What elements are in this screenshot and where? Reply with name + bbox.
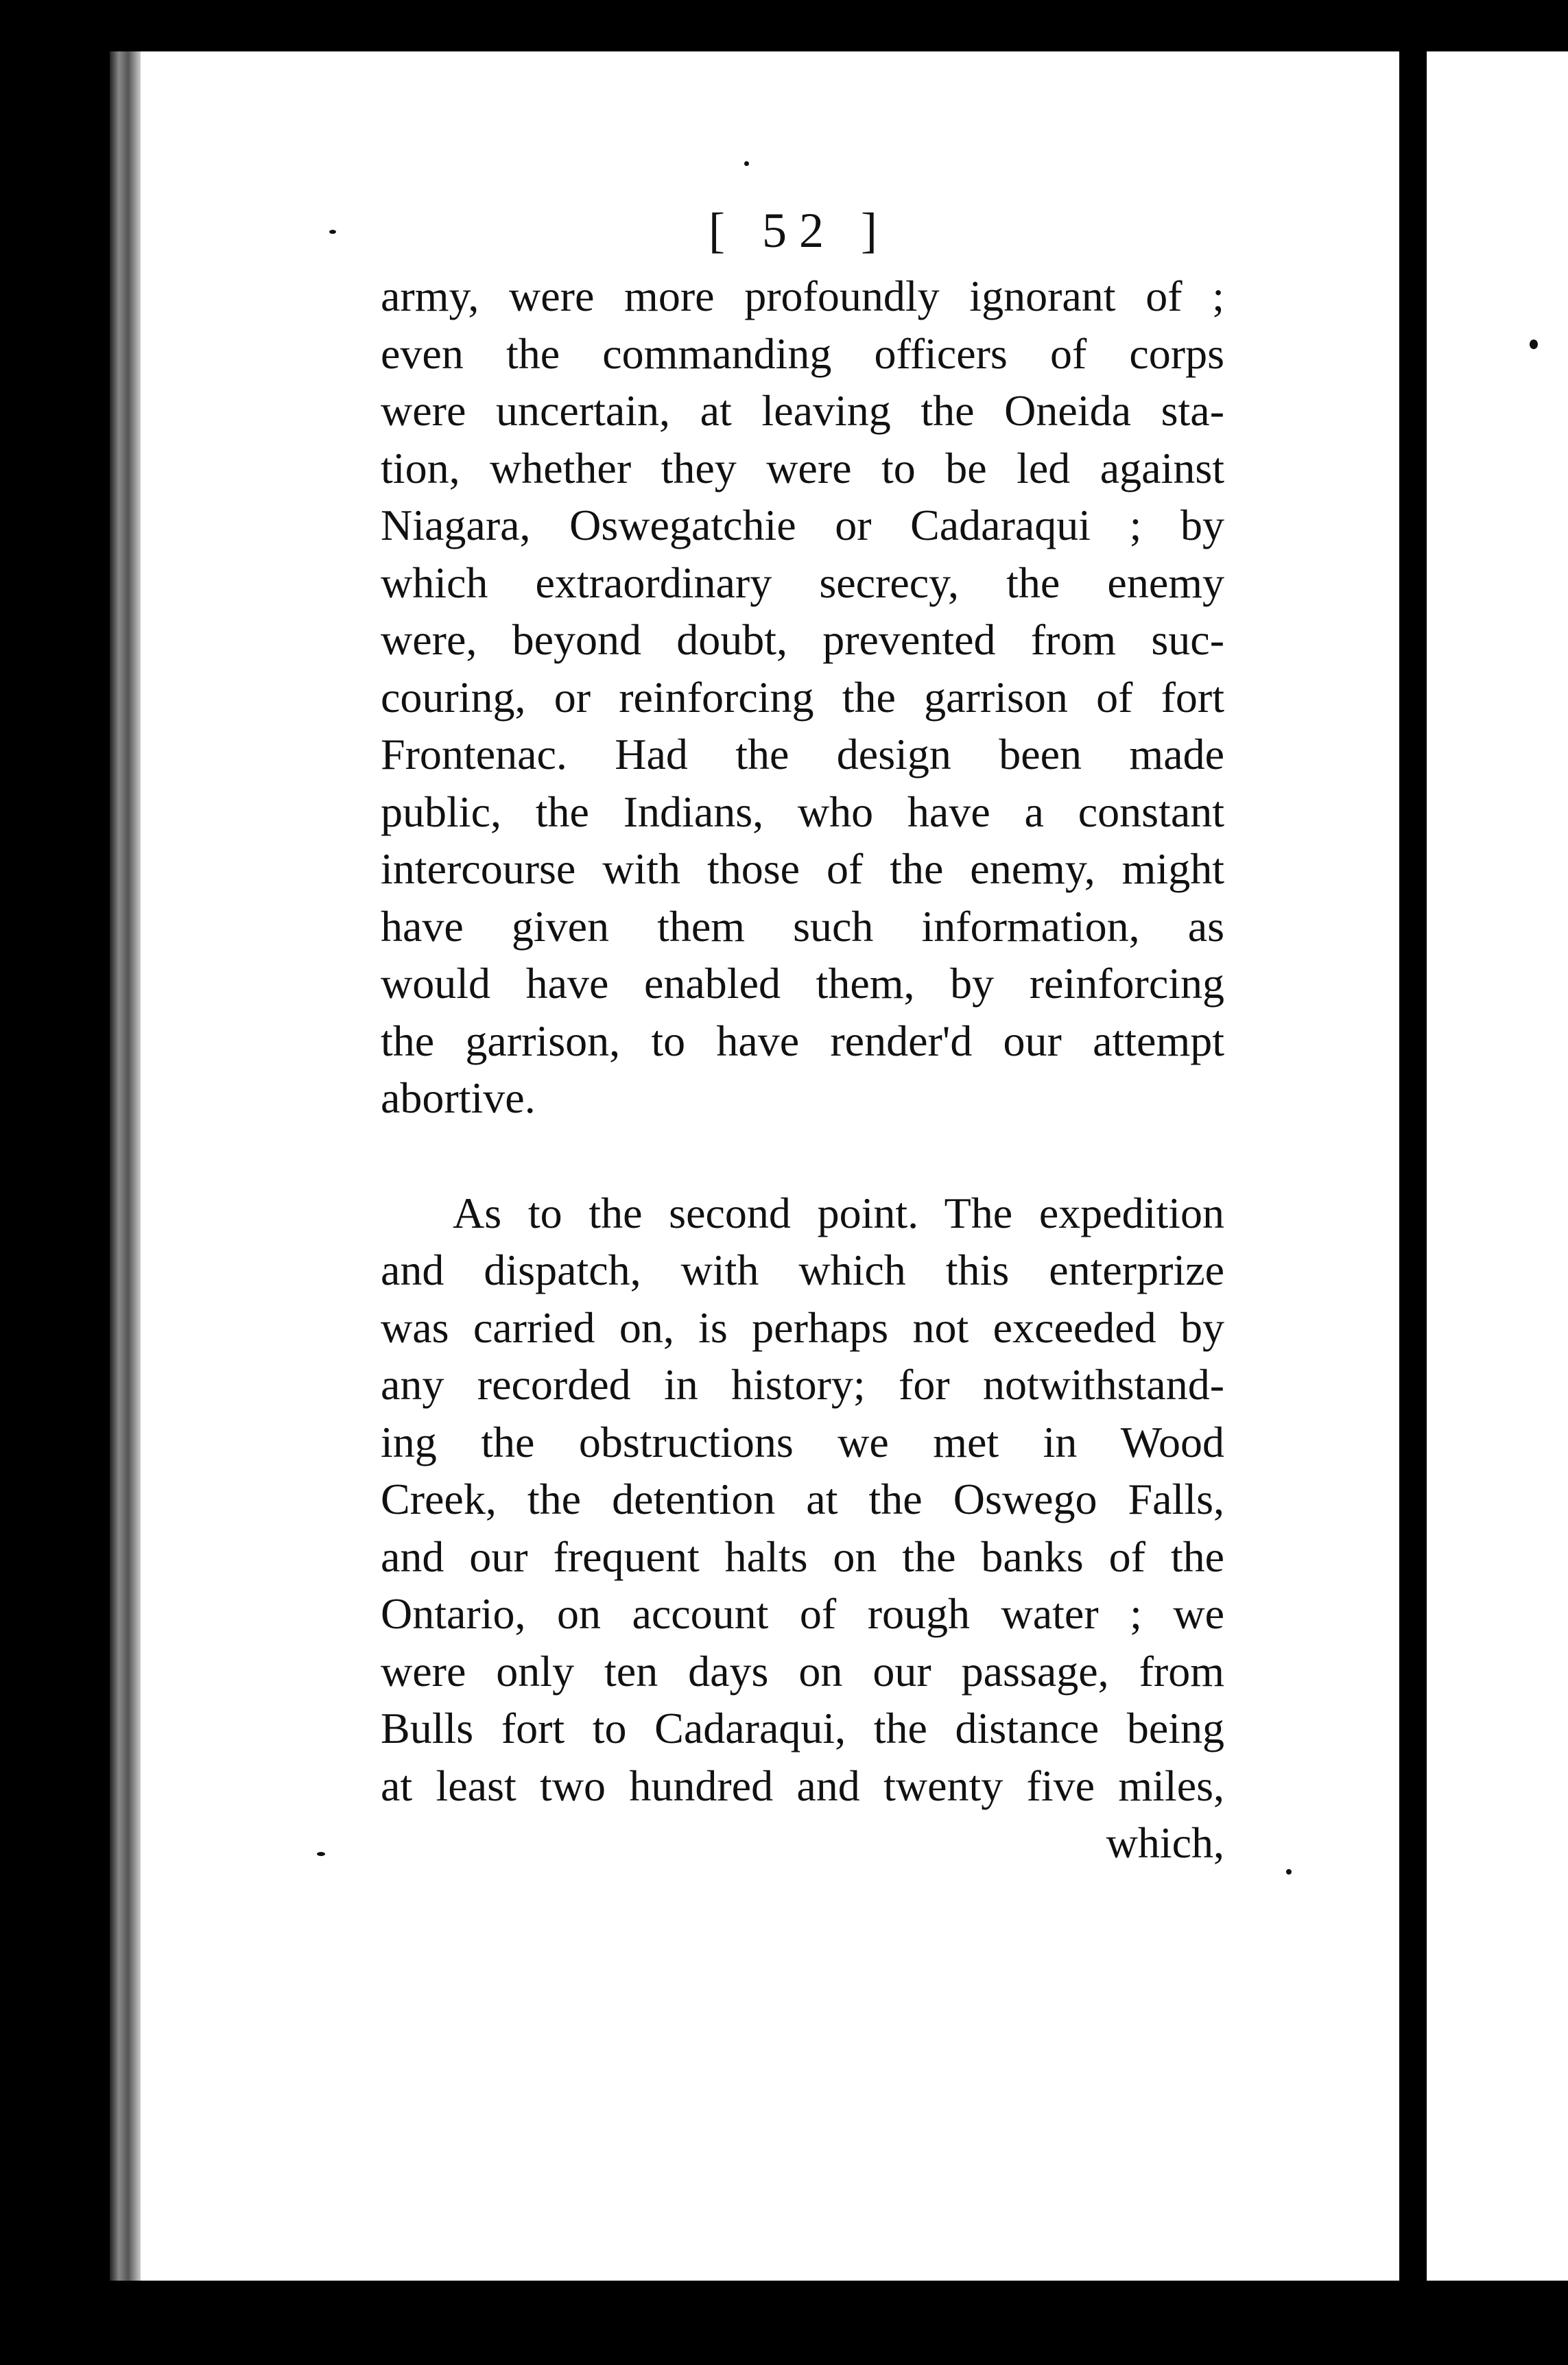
page-edge-shadow <box>110 51 141 2281</box>
text-line: Bulls fort to Cadaraqui, the distance being <box>381 1704 1224 1752</box>
facing-page-margin <box>1427 51 1568 2281</box>
body-text <box>381 268 1224 1872</box>
text-line: even the commanding officers of corps <box>381 329 1224 378</box>
text-line: intercourse with those of the enemy, might <box>381 844 1224 893</box>
text-line: army, were more profoundly ignorant of ; <box>381 272 1224 320</box>
text-line: Niagara, Oswegatchie or Cadaraqui ; by <box>381 501 1224 549</box>
ink-speck <box>1530 340 1538 349</box>
text-line: Ontario, on account of rough water ; we <box>381 1589 1224 1638</box>
text-line: the garrison, to have render'd our attempt <box>381 1016 1224 1065</box>
text-line: As to the second point. The expedition <box>453 1188 1224 1237</box>
paragraph-gap <box>381 1127 1224 1185</box>
text-line: were only ten days on our passage, from <box>381 1646 1224 1696</box>
page-number: [ 52 ] <box>709 203 890 258</box>
paragraph-2 <box>381 1185 1224 1815</box>
text-line: at least two hundred and twenty five miles, <box>381 1761 1224 1810</box>
text-line: abortive. <box>381 1073 536 1122</box>
text-line: were uncertain, at leaving the Oneida sta- <box>381 386 1224 435</box>
text-line: and our frequent halts on the banks of the <box>381 1532 1224 1581</box>
ink-speck <box>1286 1869 1292 1875</box>
text-line: have given them such information, as <box>381 901 1224 951</box>
text-line: Creek, the detention at the Oswego Falls, <box>381 1475 1224 1523</box>
ink-speck <box>317 1852 325 1856</box>
text-line: tion, whether they were to be led against <box>381 443 1224 492</box>
text-line: and dispatch, with which this enterprize <box>381 1246 1224 1294</box>
ink-speck <box>329 230 336 234</box>
text-line: couring, or reinforcing the garrison of fort <box>381 672 1224 722</box>
paragraph-1 <box>381 268 1224 1127</box>
ink-speck <box>744 161 749 166</box>
text-line: were, beyond doubt, prevented from suc- <box>381 615 1224 664</box>
text-line: any recorded in history; for notwithstand- <box>381 1360 1224 1409</box>
gutter <box>1399 51 1427 2281</box>
text-line: which extraordinary secrecy, the enemy <box>381 558 1224 607</box>
text-line: was carried on, is perhaps not exceeded by <box>381 1303 1224 1352</box>
text-line: public, the Indians, who have a constant <box>381 787 1224 836</box>
text-line: would have enabled them, by reinforcing <box>381 959 1224 1008</box>
text-line: Frontenac. Had the design been made <box>381 730 1224 779</box>
catchword: which, <box>1106 1818 1224 1867</box>
text-line: ing the obstructions we met in Wood <box>381 1417 1224 1466</box>
